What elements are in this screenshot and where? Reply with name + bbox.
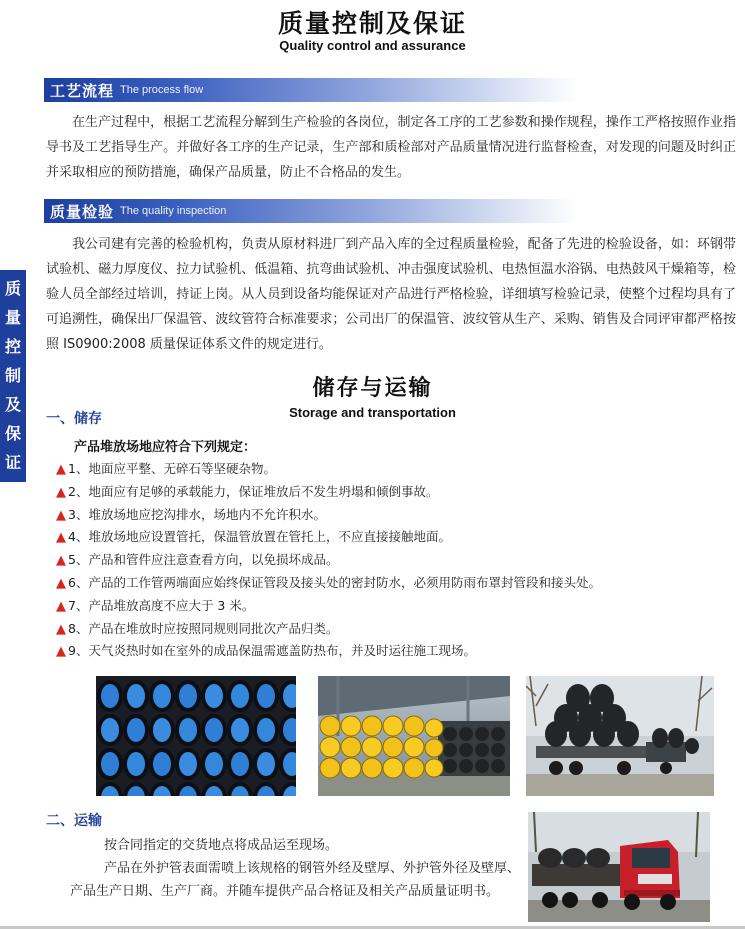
photo-corrugated-pipes <box>96 676 296 796</box>
transport-line-1: 按合同指定的交货地点将成品运至现场。 <box>104 838 339 853</box>
process-flow-title-en: The process flow <box>120 84 204 96</box>
list-item <box>56 504 736 527</box>
quality-inspection-title-en: The quality inspection <box>120 205 227 217</box>
warning-triangle-icon: ▲ <box>56 575 66 591</box>
warning-triangle-icon: ▲ <box>56 598 66 614</box>
quality-inspection-title: 质量检验 <box>50 202 115 221</box>
storage-transport-title: 储存与运输 <box>312 376 433 401</box>
process-flow-title: 工艺流程 <box>50 81 115 100</box>
list-item <box>56 618 736 641</box>
quality-inspection-header <box>44 199 578 223</box>
quality-inspection-paragraph: 我公司建有完善的检验机构，负责从原材料进厂到产品入库的全过程质量检验，配备了先进的检验设备，如：环钢带试验机、磁力厚度仪、拉力试验机、低温箱、抗弯曲试验机、冲击强度试验机、电热恒温水浴锅、电热鼓风干燥箱等，检验人员全部经过培训，持证上岗。从人员到设备均能保证对产品进行严格检验，详细填写检验记录，使整个过程均具有了可追溯性，确保出厂保温管、波纹管符合标准要求；公司出厂的保温管、波纹管从生产、采购、销售及合同评审都严格按照 IS0900:2008 质量保证体系文件的规定进行。 <box>46 237 736 352</box>
rule-text: 1、地面应平整、无碎石等坚硬杂物。 <box>68 461 276 476</box>
transport-heading: 二、运输 <box>46 813 102 829</box>
process-flow-paragraph: 在生产过程中，根据工艺流程分解到生产检验的各岗位，制定各工序的工艺参数和操作规程，操作工严格按照作业指导书及工艺指导生产。并做好各工序的生产记录，生产部和质检部对产品质量情况进行监督检查，对发现的问题及时纠正并采取相应的预防措施，确保产品质量，防止不合格品的发生。 <box>46 115 736 180</box>
storage-rules-list <box>56 458 736 663</box>
photo-red-truck <box>528 812 710 922</box>
list-item <box>56 572 736 595</box>
storage-heading: 一、储存 <box>46 411 102 427</box>
rule-text: 6、产品的工作管两端面应始终保证管段及接头处的密封防水，必须用防雨布罩封管段和接头处。 <box>68 574 601 590</box>
rule-text: 3、堆放场地应挖沟排水，场地内不允许积水。 <box>68 506 326 522</box>
side-tab-char: 证 <box>4 453 21 473</box>
side-tab-char: 控 <box>4 336 21 356</box>
warning-triangle-icon: ▲ <box>56 507 66 523</box>
warning-triangle-icon: ▲ <box>56 621 66 637</box>
page-title: 质量控制及保证 <box>277 9 467 38</box>
rule-text: 7、产品堆放高度不应大于 3 米。 <box>68 597 255 613</box>
photo-yellow-pipes-warehouse <box>318 676 510 796</box>
storage-rules-title: 产品堆放场地应符合下列规定： <box>74 440 257 455</box>
rule-text: 8、产品在堆放时应按照同规则同批次产品归类。 <box>68 620 339 636</box>
side-tab-char: 量 <box>4 307 21 327</box>
list-item <box>56 640 736 663</box>
warning-triangle-icon: ▲ <box>56 462 66 477</box>
rule-text: 5、产品和管件应注意查看方向，以免损坏成品。 <box>68 552 339 568</box>
side-tab-char: 保 <box>4 424 21 444</box>
warning-triangle-icon: ▲ <box>56 530 66 546</box>
transport-body <box>70 834 520 903</box>
warning-triangle-icon: ▲ <box>56 484 66 500</box>
page-subtitle: Quality control and assurance <box>279 38 466 53</box>
list-item <box>56 595 736 618</box>
warning-triangle-icon: ▲ <box>56 553 66 569</box>
transport-line-2: 产品在外护管表面需喷上该规格的钢管外经及壁厚、外护管外径及壁厚、产品生产日期、生产厂商。并随车提供产品合格证及相关产品质量证明书。 <box>70 861 521 899</box>
rule-text: 2、地面应有足够的承载能力，保证堆放后不发生坍塌和倾倒事故。 <box>68 483 439 499</box>
process-flow-body <box>46 110 736 185</box>
process-flow-header <box>44 78 578 102</box>
rule-text: 9、天气炎热时如在室外的成品保温需遮盖防热布，并及时运往施工现场。 <box>68 643 476 659</box>
side-tab-char: 制 <box>4 365 21 385</box>
photo-truck-loaded-pipes <box>526 676 714 796</box>
list-item <box>56 458 736 481</box>
side-tab-char: 质 <box>4 278 21 298</box>
warning-triangle-icon: ▲ <box>56 644 66 660</box>
list-item <box>56 526 736 549</box>
quality-inspection-body <box>46 232 736 357</box>
rule-text: 4、堆放场地应设置管托，保温管放置在管托上，不应直接接触地面。 <box>68 529 451 545</box>
list-item <box>56 549 736 572</box>
list-item <box>56 481 736 504</box>
side-tab-char: 及 <box>4 395 21 415</box>
storage-transport-subtitle: Storage and transportation <box>289 405 456 420</box>
